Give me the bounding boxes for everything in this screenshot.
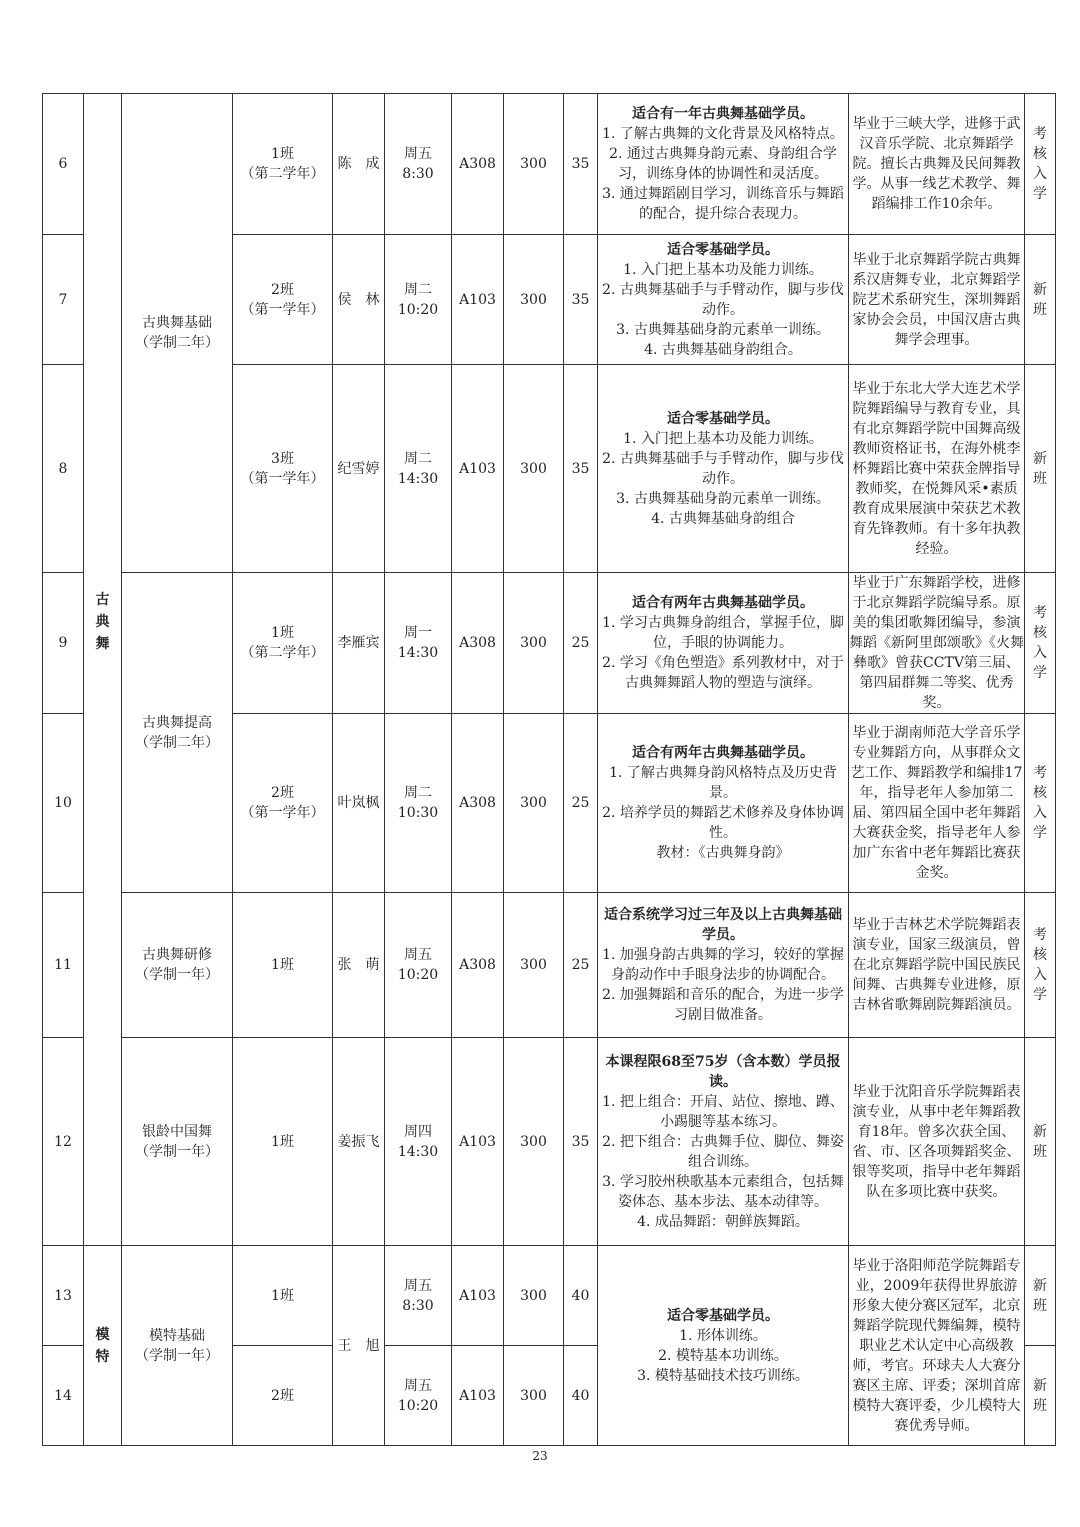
class-name: 1班 （第二学年） xyxy=(233,573,333,714)
teacher-name: 姜振飞 xyxy=(333,1038,385,1246)
fee: 300 xyxy=(504,1346,564,1446)
description-item: 1. 形体训练。 xyxy=(679,1327,767,1344)
course-description xyxy=(598,235,849,365)
course-description xyxy=(598,1246,849,1446)
description-item: 3. 古典舞基础身韵元素单一训练。 xyxy=(616,321,830,338)
class-name: 1班 xyxy=(233,1038,333,1246)
class-name: 1班 xyxy=(233,1246,333,1346)
teacher-name: 侯 林 xyxy=(333,235,385,365)
capacity: 35 xyxy=(564,235,598,365)
table-row xyxy=(43,94,1056,235)
enrollment-status xyxy=(1025,714,1056,893)
description-item: 1. 了解古典舞的文化背景及风格特点。 xyxy=(602,126,844,142)
row-number: 8 xyxy=(43,365,84,573)
fee: 300 xyxy=(504,1038,564,1246)
row-number: 14 xyxy=(43,1346,84,1446)
table-row xyxy=(43,1038,1056,1246)
teacher-bio: 毕业于吉林艺术学院舞蹈表演专业，国家三级演员，曾在北京舞蹈学院中国民族民间舞、古典舞专业进修，原吉林省歌舞剧院舞蹈演员。 xyxy=(849,893,1025,1038)
description-item: 3. 模特基础技术技巧训练。 xyxy=(637,1367,809,1384)
description-headline: 适合有两年古典舞基础学员。 xyxy=(632,745,814,761)
teacher-name: 陈 成 xyxy=(333,94,385,235)
fee: 300 xyxy=(504,893,564,1038)
description-headline: 适合零基础学员。 xyxy=(667,1307,779,1324)
fee: 300 xyxy=(504,714,564,893)
status-label: 新班 xyxy=(1033,1277,1047,1314)
course-name: 古典舞提高 （学制二年） xyxy=(122,573,233,893)
course-description xyxy=(598,94,849,235)
capacity: 40 xyxy=(564,1246,598,1346)
description-item: 4. 古典舞基础身韵组合。 xyxy=(644,341,802,358)
class-time: 周五 10:20 xyxy=(385,1346,452,1446)
description-item: 4. 古典舞基础身韵组合 xyxy=(651,510,795,527)
teacher-name: 李雁宾 xyxy=(333,573,385,714)
category-cell xyxy=(84,1246,122,1446)
class-time: 周五 8:30 xyxy=(385,94,452,235)
course-description xyxy=(598,893,849,1038)
description-item: 2. 古典舞基础手与手臂动作，脚与步伐动作。 xyxy=(602,450,844,487)
table-row xyxy=(43,1246,1056,1346)
description-headline: 适合系统学习过三年及以上古典舞基础学员。 xyxy=(604,907,842,943)
schedule-page xyxy=(42,93,1052,1446)
class-name: 1班 xyxy=(233,893,333,1038)
category-cell xyxy=(84,94,122,1246)
description-item: 2. 把下组合：古典舞手位、脚位、舞姿组合训练。 xyxy=(602,1133,844,1170)
teacher-bio: 毕业于三峡大学，进修于武汉音乐学院、北京舞蹈学院。擅长古典舞及民间舞教学。从事一线艺术教学、舞蹈编排工作10余年。 xyxy=(849,94,1025,235)
class-time: 周一 14:30 xyxy=(385,573,452,714)
course-name: 模特基础 （学制一年） xyxy=(122,1246,233,1446)
description-item: 4. 成品舞蹈：朝鲜族舞蹈。 xyxy=(637,1213,809,1230)
description-item: 2. 模特基本功训练。 xyxy=(658,1347,788,1364)
enrollment-status xyxy=(1025,1346,1056,1446)
row-number: 9 xyxy=(43,573,84,714)
teacher-bio: 毕业于沈阳音乐学院舞蹈表演专业，从事中老年舞蹈教育18年。曾多次获全国、省、市、区各项舞蹈奖金、银等奖项，指导中老年舞蹈队在多项比赛中获奖。 xyxy=(849,1038,1025,1246)
classroom: A103 xyxy=(452,1038,504,1246)
enrollment-status xyxy=(1025,1038,1056,1246)
capacity: 25 xyxy=(564,893,598,1038)
status-label: 考核入学 xyxy=(1033,126,1047,202)
course-description xyxy=(598,365,849,573)
classroom: A103 xyxy=(452,1346,504,1446)
teacher-name: 叶岚枫 xyxy=(333,714,385,893)
class-name: 2班 （第一学年） xyxy=(233,714,333,893)
description-item: 3. 古典舞基础身韵元素单一训练。 xyxy=(616,490,830,507)
description-headline: 适合有一年古典舞基础学员。 xyxy=(632,106,814,122)
description-item: 2. 通过古典舞身韵元素、身韵组合学习，训练身体的协调性和灵活度。 xyxy=(609,146,837,182)
fee: 300 xyxy=(504,235,564,365)
classroom: A103 xyxy=(452,235,504,365)
class-time: 周二 10:30 xyxy=(385,714,452,893)
class-time: 周二 14:30 xyxy=(385,365,452,573)
status-label: 考核入学 xyxy=(1033,605,1047,681)
status-label: 考核入学 xyxy=(1033,765,1047,841)
description-item: 2. 古典舞基础手与手臂动作，脚与步伐动作。 xyxy=(602,281,844,318)
description-headline: 本课程限68至75岁（含本数）学员报读。 xyxy=(605,1053,841,1090)
enrollment-status xyxy=(1025,573,1056,714)
fee: 300 xyxy=(504,365,564,573)
description-item: 3. 学习胶州秧歌基本元素组合，包括舞姿体态、基本步法、基本动律等。 xyxy=(602,1173,844,1210)
fee: 300 xyxy=(504,1246,564,1346)
description-item: 1. 入门把上基本功及能力训练。 xyxy=(623,430,823,447)
classroom: A308 xyxy=(452,94,504,235)
teacher-bio: 毕业于东北大学大连艺术学院舞蹈编导与教育专业，具有北京舞蹈学院中国舞高级教师资格证书，在海外桃李杯舞蹈比赛中荣获金牌指导教师奖，在悦舞风采•素质教育成果展演中荣获艺术教育先锋教师。有十多年执教经验。 xyxy=(849,365,1025,573)
row-number: 10 xyxy=(43,714,84,893)
fee: 300 xyxy=(504,573,564,714)
description-headline: 适合零基础学员。 xyxy=(667,410,779,427)
description-item: 2. 培养学员的舞蹈艺术修养及身体协调性。 xyxy=(602,805,844,841)
description-item: 2. 加强舞蹈和音乐的配合，为进一步学习剧目做准备。 xyxy=(602,987,844,1023)
description-item: 1. 学习古典舞身韵组合，掌握手位，脚位，手眼的协调能力。 xyxy=(602,615,844,651)
status-label: 新班 xyxy=(1033,281,1047,318)
table-row xyxy=(43,573,1056,714)
enrollment-status xyxy=(1025,893,1056,1038)
teacher-bio: 毕业于广东舞蹈学校，进修于北京舞蹈学院编导系。原美的集团歌舞团编导，参演舞蹈《新阿里郎颂歌》《火舞彝歌》曾获CCTV第三届、第四届群舞二等奖、优秀奖。 xyxy=(849,573,1025,714)
course-description xyxy=(598,1038,849,1246)
status-label: 新班 xyxy=(1033,450,1047,487)
capacity: 25 xyxy=(564,573,598,714)
row-number: 7 xyxy=(43,235,84,365)
class-time: 周五 8:30 xyxy=(385,1246,452,1346)
class-name: 2班 xyxy=(233,1346,333,1446)
category-label: 古典舞 xyxy=(95,592,110,652)
course-description xyxy=(598,573,849,714)
classroom: A103 xyxy=(452,365,504,573)
teacher-name: 王 旭 xyxy=(333,1246,385,1446)
capacity: 25 xyxy=(564,714,598,893)
class-time: 周五 10:20 xyxy=(385,893,452,1038)
teacher-name: 纪雪婷 xyxy=(333,365,385,573)
description-item: 教材：《古典舞身韵》 xyxy=(656,845,790,861)
classroom: A103 xyxy=(452,1246,504,1346)
course-description xyxy=(598,714,849,893)
class-name: 2班 （第一学年） xyxy=(233,235,333,365)
class-time: 周二 10:20 xyxy=(385,235,452,365)
teacher-bio: 毕业于湖南师范大学音乐学专业舞蹈方向，从事群众文艺工作、舞蹈教学和编排17年，指导老年人参加第二届、第四届全国中老年舞蹈大赛获金奖，指导老年人参加广东省中老年舞蹈比赛获金奖。 xyxy=(849,714,1025,893)
capacity: 35 xyxy=(564,94,598,235)
description-item: 2. 学习《角色塑造》系列教材中，对于古典舞舞蹈人物的塑造与演绎。 xyxy=(602,655,844,691)
enrollment-status xyxy=(1025,94,1056,235)
teacher-bio: 毕业于北京舞蹈学院古典舞系汉唐舞专业，北京舞蹈学院艺术系研究生，深圳舞蹈家协会会员，中国汉唐古典舞学会理事。 xyxy=(849,235,1025,365)
teacher-name: 张 萌 xyxy=(333,893,385,1038)
course-name: 古典舞基础 （学制二年） xyxy=(122,94,233,573)
description-item: 1. 了解古典舞身韵风格特点及历史背景。 xyxy=(609,765,837,801)
description-item: 1. 把上组合：开肩、站位、擦地、蹲、小踢腿等基本练习。 xyxy=(602,1093,844,1130)
description-headline: 适合有两年古典舞基础学员。 xyxy=(632,595,814,611)
status-label: 考核入学 xyxy=(1033,927,1047,1003)
table-row xyxy=(43,893,1056,1038)
description-item: 3. 通过舞蹈剧目学习，训练音乐与舞蹈的配合，提升综合表现力。 xyxy=(602,186,844,222)
capacity: 35 xyxy=(564,1038,598,1246)
classroom: A308 xyxy=(452,714,504,893)
enrollment-status xyxy=(1025,235,1056,365)
status-label: 新班 xyxy=(1033,1377,1047,1414)
status-label: 新班 xyxy=(1033,1123,1047,1160)
description-item: 1. 加强身韵古典舞的学习，较好的掌握身韵动作中手眼身法步的协调配合。 xyxy=(602,947,844,983)
page-number: 23 xyxy=(532,1449,548,1463)
fee: 300 xyxy=(504,94,564,235)
course-name: 银龄中国舞 （学制一年） xyxy=(122,1038,233,1246)
description-item: 1. 入门把上基本功及能力训练。 xyxy=(623,261,823,278)
row-number: 6 xyxy=(43,94,84,235)
capacity: 40 xyxy=(564,1346,598,1446)
course-table xyxy=(42,93,1056,1446)
row-number: 13 xyxy=(43,1246,84,1346)
teacher-bio: 毕业于洛阳师范学院舞蹈专业，2009年获得世界旅游形象大使分赛区冠军，北京舞蹈学院现代舞编舞，模特职业艺术认定中心高级教师，考官。环球夫人大赛分赛区主席、评委；深圳首席模特大赛评委，少儿模特大赛优秀导师。 xyxy=(849,1246,1025,1446)
enrollment-status xyxy=(1025,365,1056,573)
description-headline: 适合零基础学员。 xyxy=(667,241,779,258)
classroom: A308 xyxy=(452,893,504,1038)
category-label: 模特 xyxy=(95,1326,110,1365)
capacity: 35 xyxy=(564,365,598,573)
enrollment-status xyxy=(1025,1246,1056,1346)
class-time: 周四 14:30 xyxy=(385,1038,452,1246)
row-number: 12 xyxy=(43,1038,84,1246)
course-name: 古典舞研修 （学制一年） xyxy=(122,893,233,1038)
classroom: A308 xyxy=(452,573,504,714)
row-number: 11 xyxy=(43,893,84,1038)
class-name: 1班 （第二学年） xyxy=(233,94,333,235)
class-name: 3班 （第一学年） xyxy=(233,365,333,573)
